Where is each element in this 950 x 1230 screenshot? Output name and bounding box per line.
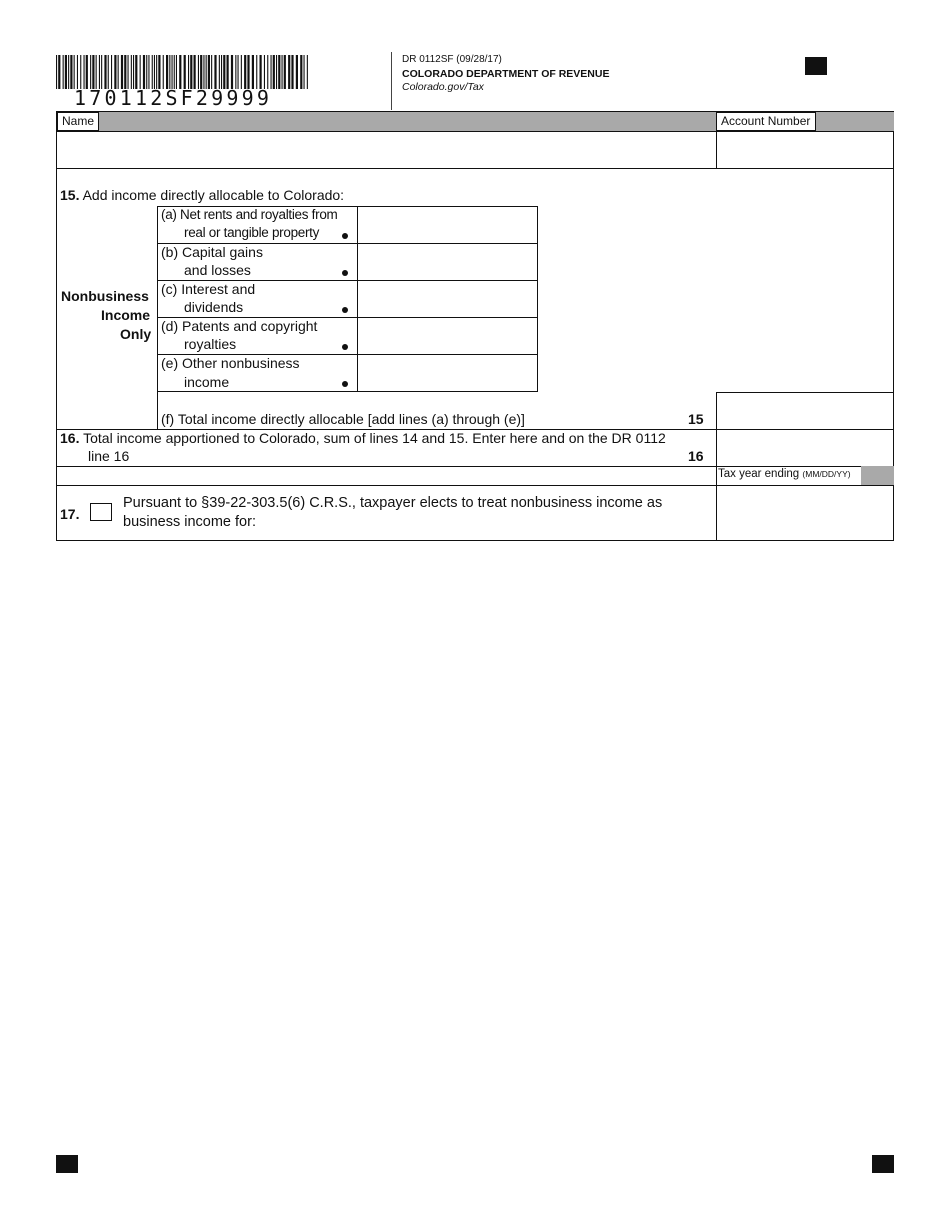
line15f-input[interactable] (721, 395, 893, 428)
barcode-bar (188, 55, 189, 89)
name-label: Name (57, 112, 99, 131)
barcode-bar (276, 55, 277, 89)
registration-mark-top-right (805, 57, 827, 75)
barcode-bar (56, 55, 57, 89)
barcode-bar (284, 55, 286, 89)
barcode-bar (133, 55, 134, 89)
barcode-bar (271, 55, 272, 89)
line15b-input[interactable] (360, 246, 538, 279)
divider (57, 168, 894, 169)
barcode-bar (111, 55, 112, 89)
name-input[interactable] (61, 134, 715, 166)
barcode-bar (58, 55, 60, 89)
barcode-bar (300, 55, 302, 89)
barcode-bar (163, 55, 164, 89)
barcode-bar (70, 55, 72, 89)
line16-number: 16. (60, 430, 80, 446)
line15b-label: (b) Capital gains (161, 244, 263, 260)
barcode-bar (158, 55, 160, 89)
barcode-bar (104, 55, 106, 89)
barcode-bar (208, 55, 210, 89)
divider (57, 466, 894, 467)
barcode-bar (65, 55, 67, 89)
line15b-label-cont: and losses (184, 262, 251, 278)
barcode-bar (166, 55, 168, 89)
barcode-bar (114, 55, 116, 89)
barcode-bar (221, 55, 222, 89)
barcode-bar (156, 55, 157, 89)
bullet-icon (342, 307, 348, 313)
barcode-bar (244, 55, 246, 89)
line15c-label: (c) Interest and (161, 281, 256, 297)
divider (716, 392, 894, 393)
line17-text: Pursuant to §39-22-303.5(6) C.R.S., taxpayer elects to treat nonbusiness income as (123, 495, 663, 511)
barcode-bar (200, 55, 202, 89)
barcode-bar (146, 55, 147, 89)
line15a-label-cont: real or tangible property (184, 225, 320, 240)
barcode-bar (74, 55, 75, 89)
barcode-bar (282, 55, 283, 89)
divider (57, 485, 894, 486)
name-label-bar (57, 112, 716, 131)
barcode-bar (247, 55, 249, 89)
barcode-bar (307, 55, 308, 89)
divider (157, 391, 538, 392)
barcode-bar (63, 55, 64, 89)
line16-input[interactable] (721, 432, 893, 465)
line17-checkbox[interactable] (90, 503, 112, 521)
line15d-label-cont: royalties (184, 336, 237, 352)
line15e-label: (e) Other nonbusiness (161, 355, 300, 371)
line15f-label: (f) Total income directly allocable [add lines (a) through (e)] (161, 411, 525, 427)
barcode-bar (219, 55, 220, 89)
nonbusiness-label: Nonbusiness (61, 288, 149, 304)
barcode-bar (140, 55, 141, 89)
barcode-bar (214, 55, 216, 89)
account-number-input[interactable] (721, 134, 893, 166)
barcode-bar (92, 55, 94, 89)
line15-title: Add income directly allocable to Colorado: (82, 187, 345, 203)
bullet-icon (342, 381, 348, 387)
barcode-bar (128, 55, 129, 89)
bullet-icon (342, 344, 348, 350)
bullet-icon (342, 233, 348, 239)
barcode-bar (77, 55, 78, 89)
registration-mark-bottom-right (872, 1155, 894, 1173)
form-code: DR 0112SF (09/28/17) (402, 54, 502, 65)
barcode-bar (118, 55, 119, 89)
barcode-bar (148, 55, 149, 89)
line15e-label-cont: income (184, 374, 230, 390)
department-website: Colorado.gov/Tax (402, 81, 484, 93)
barcode-bar (211, 55, 212, 89)
barcode-bar (267, 55, 268, 89)
barcode-bar (80, 55, 81, 89)
line15d-label: (d) Patents and copyright (161, 318, 318, 334)
barcode-bar (152, 55, 153, 89)
barcode-bar (176, 55, 177, 89)
barcode-bar (252, 55, 254, 89)
barcode-bar (256, 55, 257, 89)
line16-text-cont: line 16 (88, 448, 130, 464)
line15f-line-number: 15 (688, 411, 704, 427)
line15e-input[interactable] (360, 357, 538, 390)
barcode-bar (124, 55, 126, 89)
barcode-bar (143, 55, 145, 89)
barcode-bar (172, 55, 173, 89)
barcode-bar (296, 55, 298, 89)
bullet-icon (342, 270, 348, 276)
line17-text-cont: business income for: (123, 514, 256, 530)
line16-text (60, 430, 666, 446)
barcode-bar (273, 55, 275, 89)
header-divider (391, 52, 392, 110)
line15d-input[interactable] (360, 320, 538, 353)
barcode (56, 55, 310, 89)
barcode-bar (101, 55, 102, 89)
account-number-label: Account Number (716, 112, 816, 131)
line15-header (60, 187, 344, 203)
form-grid (56, 111, 894, 541)
barcode-bar (223, 55, 225, 89)
barcode-bar (179, 55, 181, 89)
barcode-bar (96, 55, 97, 89)
line17-number: 17. (60, 506, 80, 522)
barcode-bar (121, 55, 123, 89)
barcode-bar (169, 55, 170, 89)
barcode-bar (131, 55, 132, 89)
barcode-bar (194, 55, 196, 89)
barcode-bar (190, 55, 192, 89)
barcode-bar (238, 55, 239, 89)
barcode-bar (174, 55, 175, 89)
line16-line-number: 16 (688, 448, 704, 464)
tax-year-label (718, 468, 851, 480)
divider (716, 112, 717, 168)
line15c-input[interactable] (360, 283, 538, 316)
barcode-bar (108, 55, 109, 89)
line15-number: 15. (60, 187, 80, 203)
registration-mark-bottom-left (56, 1155, 78, 1173)
barcode-bar (278, 55, 280, 89)
barcode-bar (84, 55, 85, 89)
barcode-bar (304, 55, 305, 89)
barcode-bar (68, 55, 69, 89)
barcode-bar (154, 55, 155, 89)
barcode-bar (241, 55, 242, 89)
barcode-bar (288, 55, 290, 89)
barcode-bar (90, 55, 91, 89)
barcode-bar (291, 55, 293, 89)
barcode-bar (264, 55, 265, 89)
tax-year-format: (MM/DD/YY) (802, 469, 851, 479)
barcode-number: 170112SF29999 (74, 86, 273, 110)
barcode-bar (99, 55, 100, 89)
barcode-bar (231, 55, 233, 89)
barcode-bar (184, 55, 186, 89)
department-name: COLORADO DEPARTMENT OF REVENUE (402, 68, 610, 80)
tax-year-ending-input[interactable] (721, 490, 893, 538)
divider (357, 206, 358, 392)
barcode-bar (206, 55, 207, 89)
line16-description: Total income apportioned to Colorado, sum of lines 14 and 15. Enter here and on the DR 0112 (83, 430, 666, 446)
line15a-label: (a) Net rents and royalties from (161, 207, 338, 222)
barcode-bar (260, 55, 262, 89)
divider (716, 466, 717, 541)
barcode-bar (235, 55, 236, 89)
tax-year-label-text: Tax year ending (718, 468, 800, 480)
income-label: Income (101, 307, 151, 323)
barcode-bar (135, 55, 137, 89)
barcode-bar (203, 55, 204, 89)
divider (57, 131, 894, 132)
line15c-label-cont: dividends (184, 299, 244, 315)
line15a-input[interactable] (360, 209, 538, 242)
barcode-bar (198, 55, 199, 89)
only-label: Only (120, 326, 152, 342)
barcode-bar (227, 55, 229, 89)
barcode-bar (86, 55, 88, 89)
tax-year-label-bar (861, 466, 894, 485)
